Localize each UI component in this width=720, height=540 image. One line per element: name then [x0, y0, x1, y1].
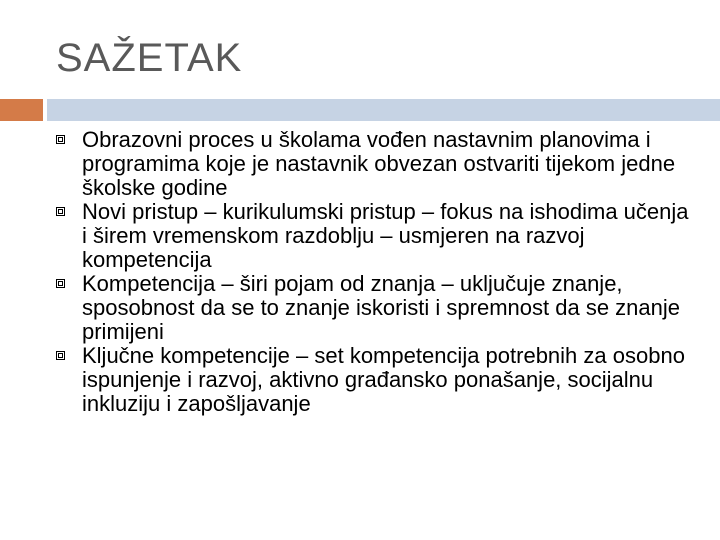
bullet-text: Kompetencija – širi pojam od znanja – uključuje znanje, sposobnost da se to znanje iskoristi i spremnost da se znanje primijeni: [82, 271, 680, 344]
bullet-text: Obrazovni proces u školama vođen nastavnim planovima i programima koje je nastavnik obvezan ostvariti tijekom jedne školske godine: [82, 127, 676, 200]
square-bullet-icon: [56, 135, 65, 144]
square-bullet-icon: [56, 207, 65, 216]
accent-bar-right: [47, 99, 720, 121]
slide-title: SAŽETAK: [56, 36, 243, 80]
square-bullet-icon: [56, 279, 65, 288]
bullet-item: [56, 200, 696, 272]
bullet-list: [56, 128, 696, 416]
bullet-text: Ključne kompetencije – set kompetencija potrebnih za osobno ispunjenje i razvoj, aktivno građansko ponašanje, socijalnu inkluziju i zapošljavanje: [82, 343, 685, 416]
accent-bar-left: [0, 99, 43, 121]
bullet-item: [56, 344, 696, 416]
bullet-text: Novi pristup – kurikulumski pristup – fokus na ishodima učenja i širem vremenskom razdoblju – usmjeren na razvoj kompetencija: [82, 199, 689, 272]
bullet-item: [56, 272, 696, 344]
square-bullet-icon: [56, 351, 65, 360]
bullet-item: [56, 128, 696, 200]
